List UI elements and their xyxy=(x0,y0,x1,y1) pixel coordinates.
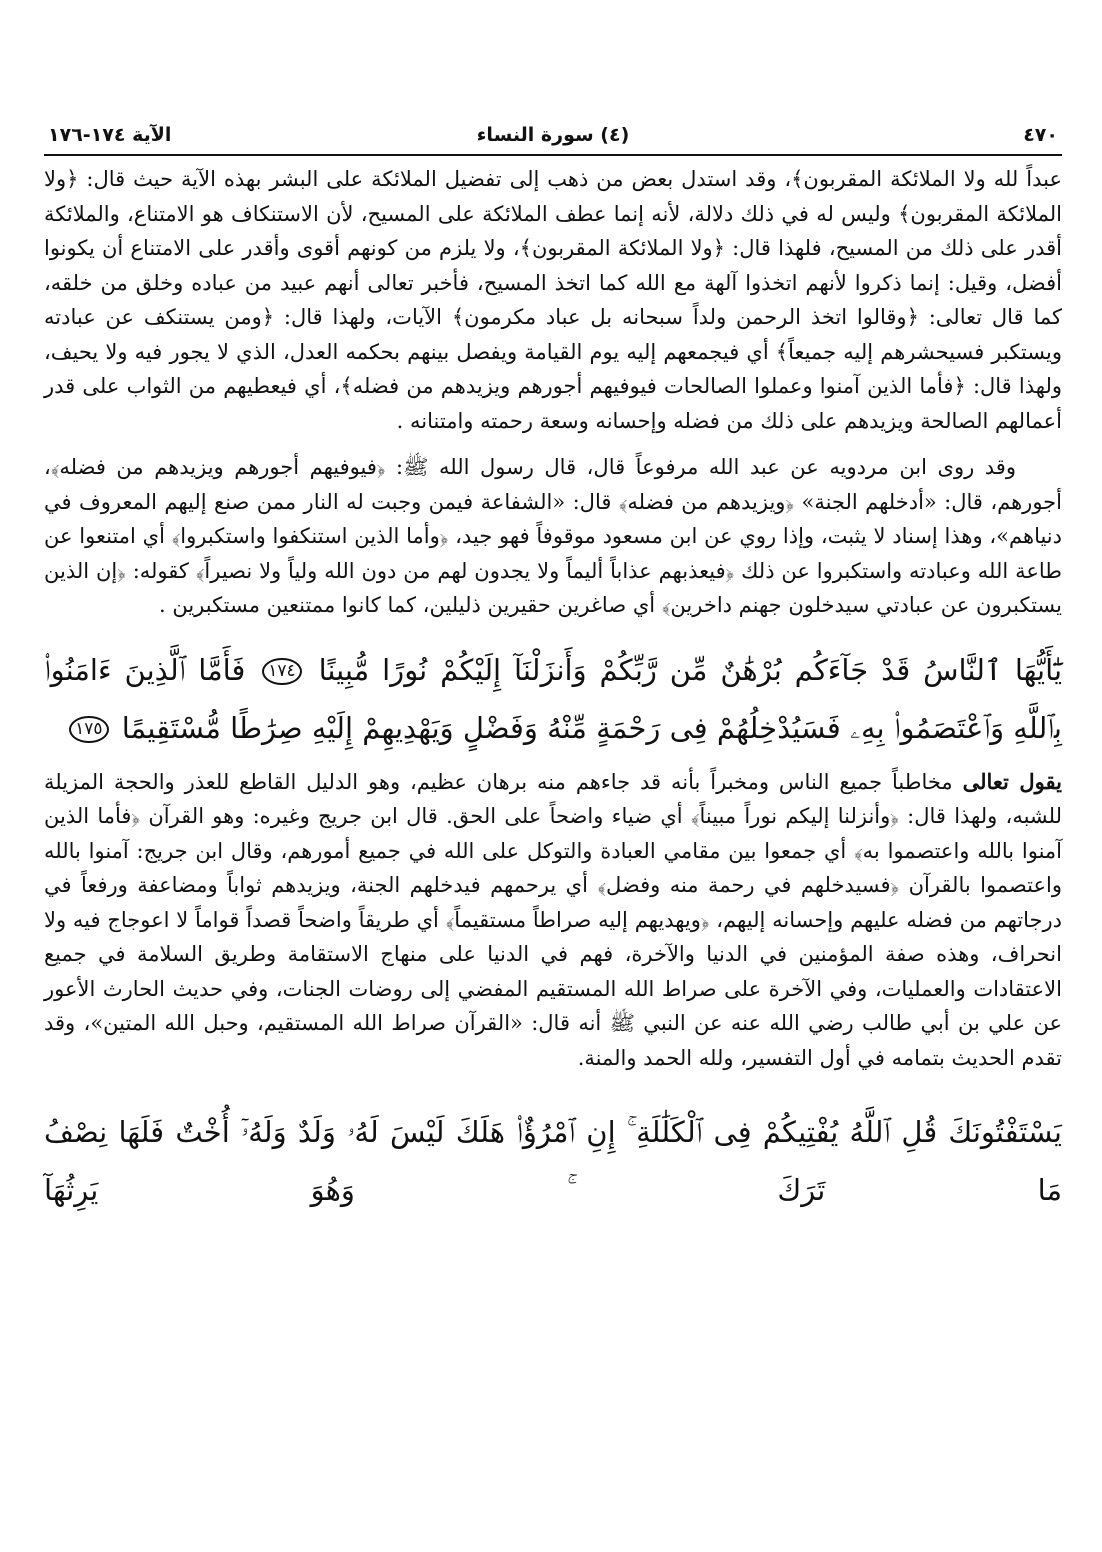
commentary-paragraph-2: وقد روى ابن مردويه عن عبد الله مرفوعاً قال، قال رسول الله ﷺ: ﴿فيوفيهم أجورهم ويزيدهم من فضله﴾، أجورهم، قال: «أدخلهم الجنة» ﴿ويزيدهم من فضله﴾ قال: «الشفاعة فيمن وجبت له النار ممن صنع إليهم المعروف في دنياهم»، وهذا إسناد لا يثبت، وإذا روي عن ابن مسعود موقوفاً فهو جيد، ﴿وأما الذين استنكفوا واستكبروا﴾ أي امتنعوا عن طاعة الله وعبادته واستكبروا عن ذلك ﴿فيعذبهم عذاباً أليماً ولا يجدون لهم من دون الله ولياً ولا نصيراً﴾ كقوله: ﴿إن الذين يستكبرون عن عبادتي سيدخلون جهنم داخرين﴾ أي صاغرين حقيرين ذليلين، كما كانوا ممتنعين مستكبرين . xyxy=(44,455,1062,617)
quran-verse-176: يَسْتَفْتُونَكَ قُلِ ٱللَّهُ يُفْتِيكُمْ فِى ٱلْكَلَٰلَةِ ۚ إِنِ ٱمْرُؤٌا۟ هَلَكَ لَيْسَ لَهُۥ وَلَدٌ وَلَهُۥٓ أُخْتٌ فَلَهَا نِصْفُ مَا تَرَكَ ۚ وَهُوَ يَرِثُهَآ xyxy=(44,1115,1062,1207)
verse-range: الآية ١٧٤-١٧٦ xyxy=(48,124,172,146)
quran-verse-block-174-175 xyxy=(44,641,1062,757)
page-number: ٤٧٠ xyxy=(1023,124,1058,146)
commentary-paragraph-1: عبداً لله ولا الملائكة المقربون﴾، وقد استدل بعض من ذهب إلى تفضيل الملائكة على البشر بهذه الآية حيث قال: ﴿ولا الملائكة المقربون﴾ وليس له في ذلك دلالة، لأنه إنما عطف الملائكة على المسيح، لأن الاستنكاف هو الامتناع، والملائكة أقدر على ذلك من المسيح، فلهذا قال: ﴿ولا الملائكة المقربون﴾، ولا يلزم من كونهم أقوى وأقدر على الامتناع أن يكونوا أفضل، وقيل: إنما ذكروا لأنهم اتخذوا آلهة مع الله كما اتخذ المسيح، فأخبر تعالى أنهم عبيد من عباده وخلق من خلقه، كما قال تعالى: ﴿وقالوا اتخذ الرحمن ولداً سبحانه بل عباد مكرمون﴾ الآيات، ولهذا قال: ﴿ومن يستنكف عن عبادته ويستكبر فسيحشرهم إليه جميعاً﴾ أي فيجمعهم إليه يوم القيامة ويفصل بينهم بحكمه العدل، الذي لا يجور فيه ولا يحيف، ولهذا قال: ﴿فأما الذين آمنوا وعملوا الصالحات فيوفيهم أجورهم ويزيدهم من فضله﴾، أي فيعطيهم من الثواب على قدر أعمالهم الصالحة ويزيدهم على ذلك من فضله وإحسانه وسعة رحمته وامتنانه . xyxy=(44,167,1062,433)
paragraph-3-text: مخاطباً جميع الناس ومخبراً بأنه قد جاءهم منه برهان عظيم، وهو الدليل القاطع للعذر والحجة المزيلة للشبه، ولهذا قال: ﴿وأنزلنا إليكم نوراً مبيناً﴾ أي ضياء واضحاً على الحق. قال ابن جريج وغيره: وهو القرآن ﴿فأما الذين آمنوا بالله واعتصموا به﴾ أي جمعوا بين مقامي العبادة والتوكل على الله في جميع أمورهم، وقال ابن جريج: آمنوا بالله واعتصموا بالقرآن ﴿فسيدخلهم في رحمة منه وفضل﴾ أي يرحمهم فيدخلهم الجنة، ويزيدهم ثواباً ومضاعفة ورفعاً في درجاتهم من فضله عليهم وإحسانه إليهم، ﴿ويهديهم إليه صراطاً مستقيماً﴾ أي طريقاً واضحاً قصداً قواماً لا اعوجاج فيه ولا انحراف، وهذه صفة المؤمنين في الدنيا والآخرة، فهم في الدنيا على منهاج الاستقامة وطريق السلامة في جميع الاعتقادات والعمليات، وفي الآخرة على صراط الله المستقيم المفضي إلى روضات الجنات، وفي حديث الحارث الأعور عن علي بن أبي طالب رضي الله عنه عن النبي ﷺ أنه قال: «القرآن صراط الله المستقيم، وحبل الله المتين»، وقد تقدم الحديث بتمامه في أول التفسير، ولله الحمد والمنة. xyxy=(44,769,1062,1070)
paragraph-lead: يقول تعالى xyxy=(962,768,1062,794)
verse-number-175: ١٧٥ xyxy=(69,716,108,743)
page-header xyxy=(44,118,1062,156)
verse-174-text: يَٰٓأَيُّهَا ٱلنَّاسُ قَدْ جَآءَكُم بُرْهَٰنٌ مِّن رَّبِّكُمْ وَأَنزَلْنَآ إِلَيْكُمْ نُورًا مُّبِينًا xyxy=(318,652,1063,687)
document-page xyxy=(44,118,1062,1219)
commentary-paragraph-3 xyxy=(44,765,1062,1076)
surah-title: (٤) سورة النساء xyxy=(476,124,630,146)
verse-number-174: ١٧٤ xyxy=(262,658,301,685)
verse-175-text: فَأَمَّا ٱلَّذِينَ ءَامَنُوا۟ بِٱللَّهِ وَٱعْتَصَمُوا۟ بِهِۦ فَسَيُدْخِلُهُمْ فِى رَحْمَةٍ مِّنْهُ وَفَضْلٍ وَيَهْدِيهِمْ إِلَيْهِ صِرَٰطًا مُّسْتَقِيمًا xyxy=(44,652,1062,745)
